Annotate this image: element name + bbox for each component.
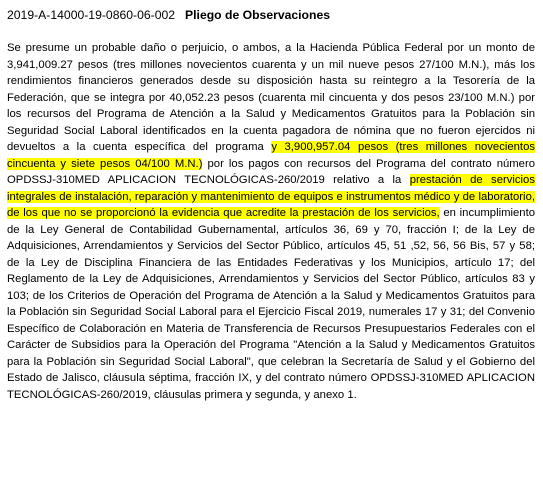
paragraph-text-part-3: en incumplimiento de la Ley General de Contabilidad Gubernamental, artículos 36, 69 y 70, fracción I; de la Ley de Adquisiciones, Arrendamientos y Servicios del Sector Público, artículos 45, 51 ,52, 56, 56 Bis, 57 y 58; de la Ley de Disciplina Financiera de las Entidades Federativas y los Municipios, artículo 17; del Reglamento de la Ley de Adquisiciones, Arrendamientos y Servicios del Sector Público, artículos 83 y 103; de los Criterios de Operación del Programa de Atención a la Salud y Medicamentos Gratuitos para la Población sin Seguridad Social Laboral para el Ejercicio Fiscal 2019, numerales 17 y 31; del Convenio Específico de Colaboración en Materia de Transferencia de Recursos Presupuestarios Federales con el Carácter de Subsidios para la Operación del Programa "Atención a la Salud y Medicamentos Gratuitos para la Población sin Seguridad Social Laboral", que celebran la Secretaría de Salud y el Gobierno del Estado de Jalisco, cláusula séptima, fracción IX, y del contrato número OPDSSJ-310MED APLICACION TECNOLÓGICAS-260/2019, cláusulas primera y segunda, y anexo 1. <box>7 207 536 401</box>
highlighted-services: prestación de servicios integrales de instalación, reparación y mantenimiento de equipos e instrumentos médico y de laboratorio, de los que no se proporcionó la evidencia que acredite la prestación de los servicios, <box>7 174 535 219</box>
paragraph-text-part-2: por los pagos con recursos del Programa del contrato número OPDSSJ-310MED APLICACION TECNOLÓGICAS-260/2019 relativo a la <box>7 157 535 186</box>
paragraph-text-part-1: Se presume un probable daño o perjuicio, o ambos, a la Hacienda Pública Federal por un monto de 3,941,009.27 pesos (tres millones novecientos cuarenta y un mil nueve pesos 27/100 M.N.), más los rendimientos financieros generados desde su disposición hasta su reintegro a la Tesorería de la Federación, que se integra por 40,052.23 pesos (cuarenta mil cincuenta y dos pesos 23/100 M.N.) por los recursos del Programa de Atención a la Salud y Medicamentos Gratuitos para la Población sin Seguridad Social Laboral identificados en la cuenta pagadora de nómina que no fueron ejercidos ni devueltos a la cuenta específica del programa <box>7 42 535 153</box>
document-header <box>7 8 330 23</box>
observation-code: 2019-A-14000-19-0860-06-002 <box>7 8 176 22</box>
observation-paragraph <box>7 40 535 403</box>
highlighted-amount: y 3,900,957.04 pesos (tres millones novecientos cincuenta y siete pesos 04/100 M.N.) <box>7 141 536 170</box>
document-title: Pliego de Observaciones <box>185 8 330 22</box>
